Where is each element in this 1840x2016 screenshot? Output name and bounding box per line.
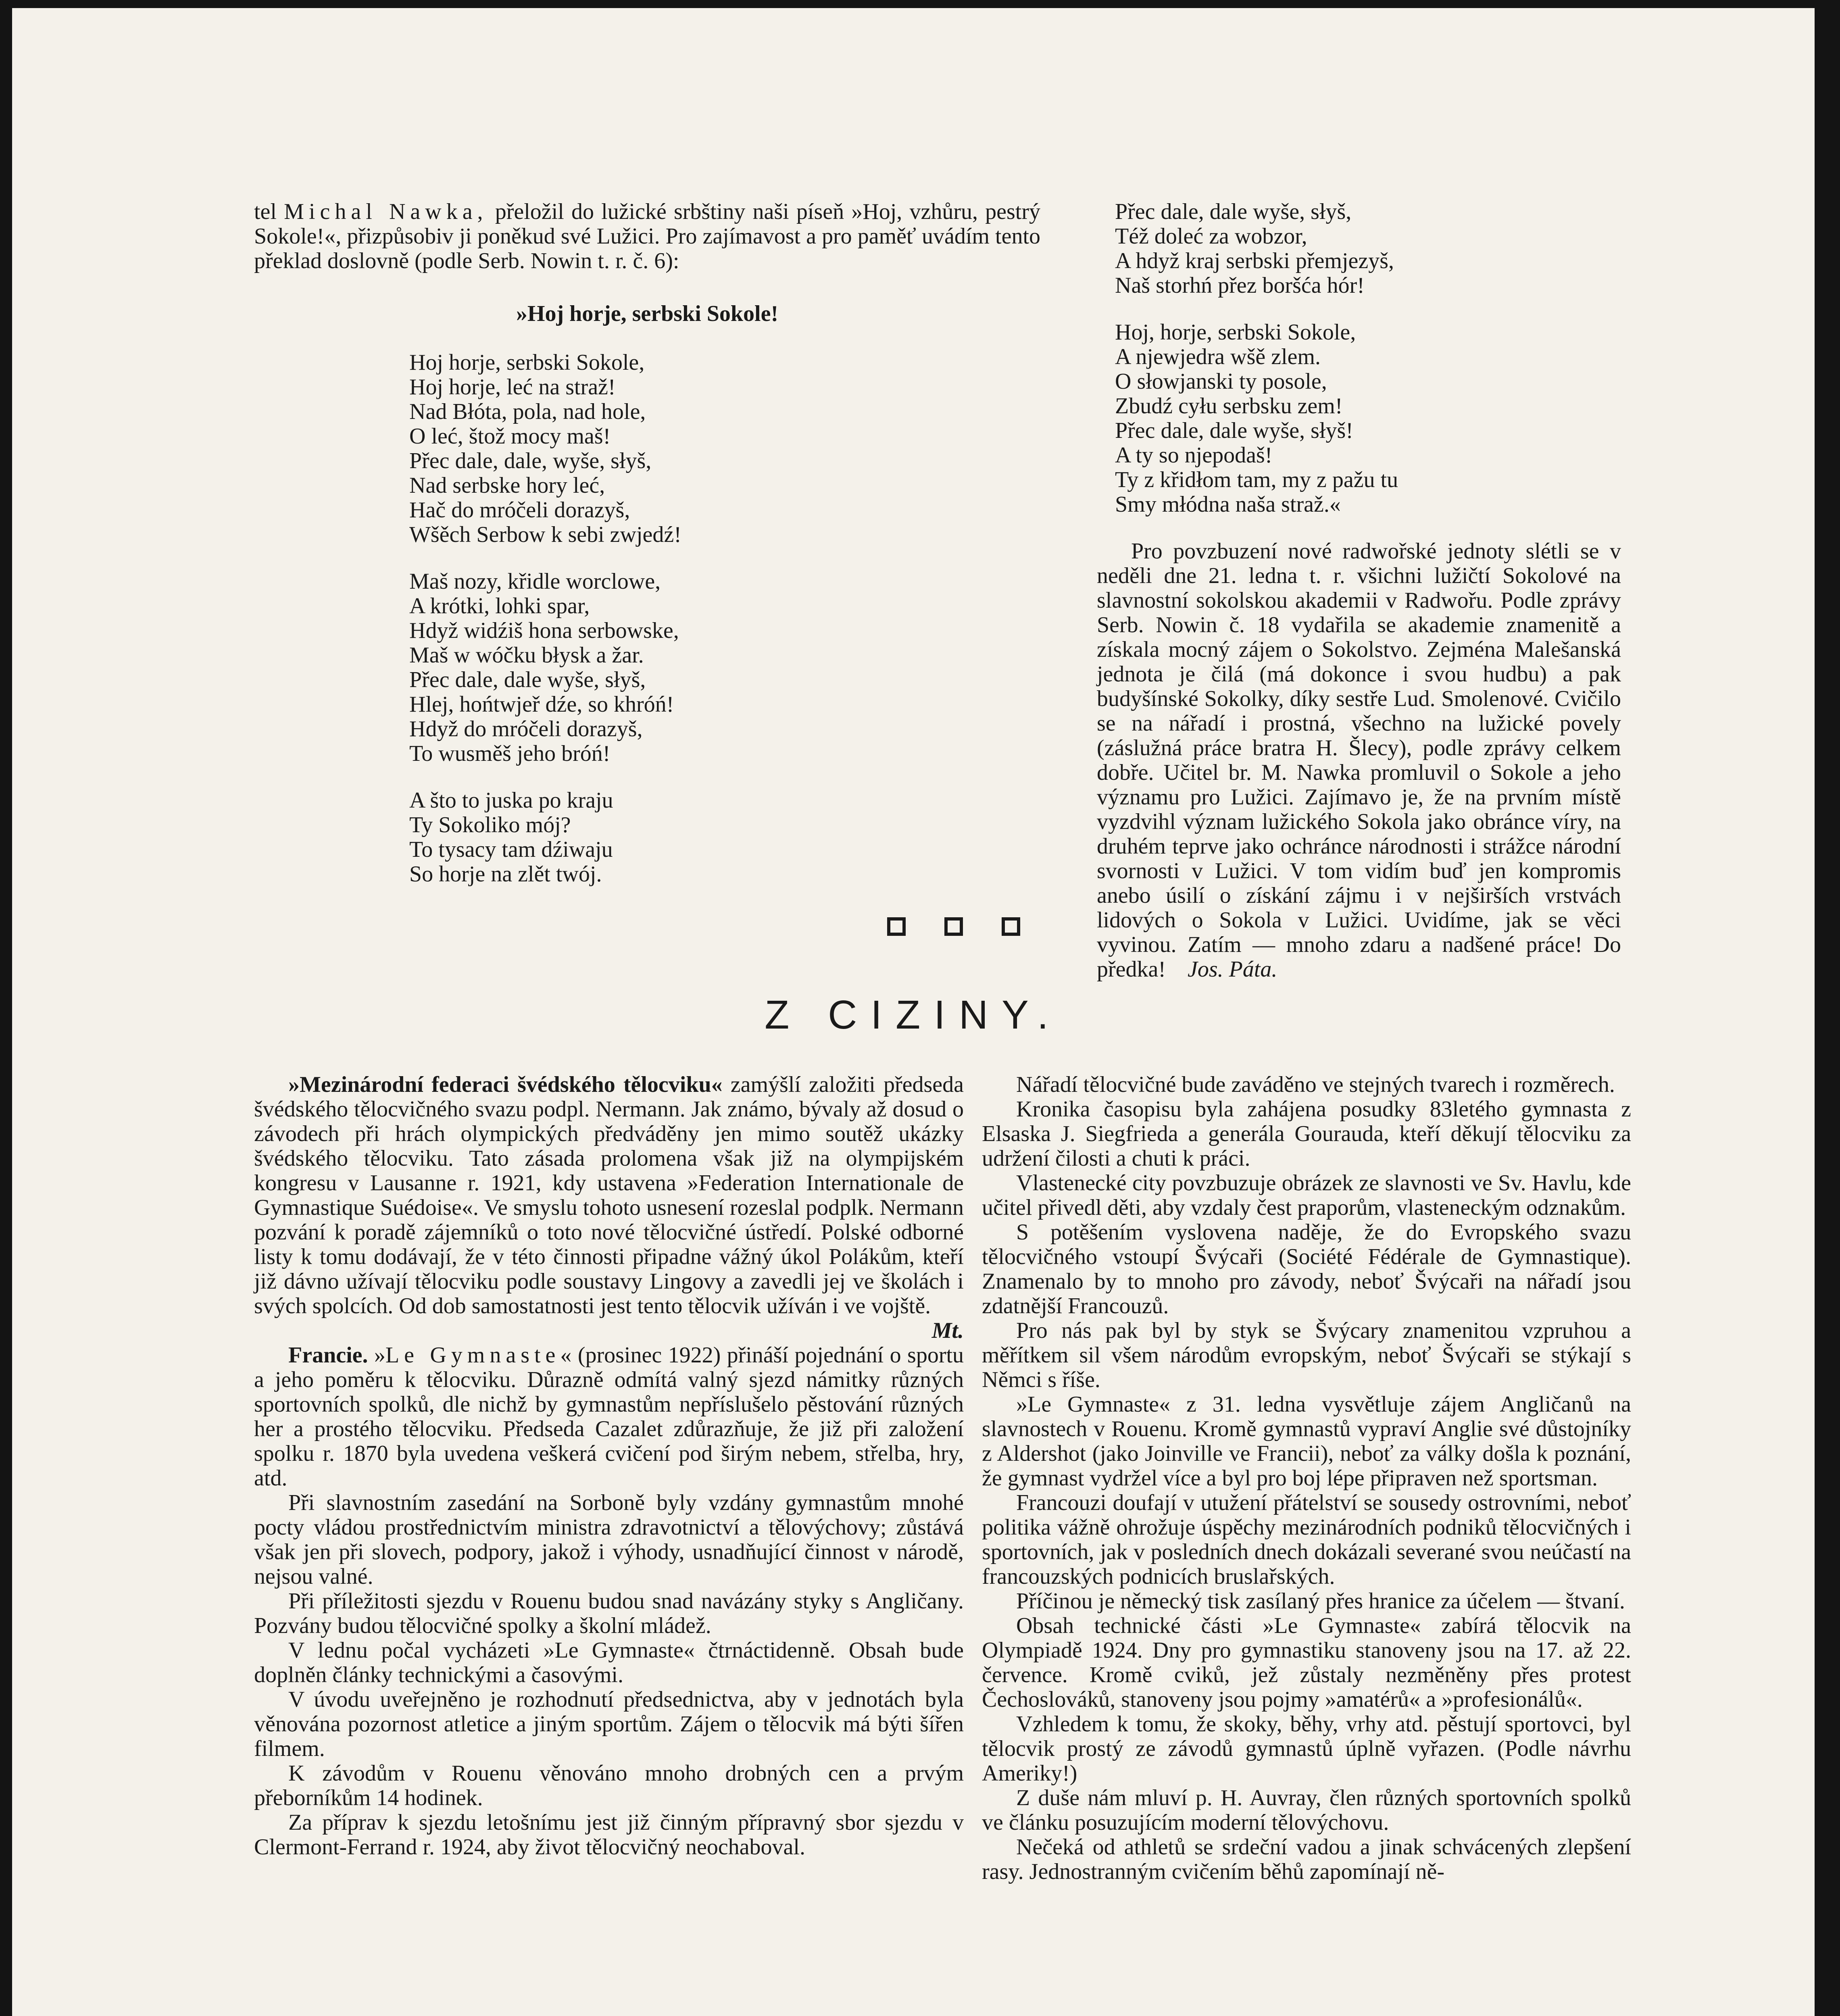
poem-line: Hlej, hońtwjeř dźe, so khróń! (409, 692, 674, 717)
poem-line: Nad serbske hory leć, (409, 473, 605, 498)
square-ornament-icon (1002, 917, 1020, 936)
poem-line: Ty z křidłom tam, my z pažu tu (1115, 467, 1398, 492)
article-paragraph: Z duše nám mluví p. H. Auvray, člen různých sportovních spolků ve článku posuzujícím moderní tělovýchovu. (982, 1785, 1631, 1835)
article-paragraph: Za příprav k sjezdu letošnímu jest již činným přípravný sbor sjezdu v Clermont-Ferrand r. 1924, aby život tělocvičný neochaboval. (254, 1810, 964, 1860)
poem-title: »Hoj horje, serbski Sokole! (516, 301, 779, 326)
poem-line: Naš storhń přez boršća hór! (1115, 273, 1365, 298)
poem-line: A ty so njepodaš! (1115, 443, 1273, 468)
article-paragraph (254, 1343, 964, 1491)
poem-line: Hač do mróčeli dorazyš, (409, 498, 630, 523)
poem-stanza-1 (409, 350, 1040, 547)
poem-stanza-2 (409, 569, 1040, 766)
article-paragraph: »Le Gymnaste« z 31. ledna vysvětluje zájem Angličanů na slavnostech v Rouenu. Kromě gymnastů vypraví Anglie své důstojníky z Aldershot (jako Joinville ve Francii), neboť za války došla k poznání, že gymnast vydržel více a byl pro boj lépe připraven než sportsman. (982, 1392, 1631, 1491)
poem-line: Přec dale, dale wyše, słyš, (409, 667, 646, 692)
poem-line: Maš w wóčku błysk a žar. (409, 643, 644, 668)
signature: Mt. (931, 1318, 964, 1343)
poem-line: Smy młódna naša straž.« (1115, 492, 1341, 517)
poem-line: Wšěch Serbow k sebi zwjedź! (409, 522, 681, 547)
poem-line: Ty Sokoliko mój? (409, 812, 571, 837)
poem-line: O leć, štož mocy maš! (409, 424, 611, 449)
poem-stanza-5 (1115, 320, 1621, 517)
poem-line: Přec dale, dale wyše, słyš, (1115, 199, 1352, 224)
poem-line: Přec dale, dale wyše, słyš! (1115, 418, 1353, 443)
article-heading: »Mezinárodní federaci švédského tělocviku« (288, 1072, 723, 1097)
article-paragraph: V lednu počal vycházeti »Le Gymnaste« čtrnáctidenně. Obsah bude doplněn články technickými a časovými. (254, 1638, 964, 1687)
report-paragraph (1097, 539, 1621, 982)
poem-line: Hoj, horje, serbski Sokole, (1115, 320, 1356, 345)
article-paragraph: Příčinou je německý tisk zasílaný přes hranice za účelem — štvaní. (1016, 1589, 1625, 1614)
square-ornament-icon (887, 917, 906, 936)
article-paragraph: Kronika časopisu byla zahájena posudky 83letého gymnasta z Elsaska J. Siegfrieda a generála Gourauda, kteří děkují tělocviku za udržení čilosti a chuti k práci. (982, 1097, 1631, 1171)
poem-line: Nad Błóta, pola, nad hole, (409, 399, 646, 424)
article-paragraph: K závodům v Rouenu věnováno mnoho drobných cen a prvým přeborníkům 14 hodinek. (254, 1761, 964, 1810)
bottom-left-column (254, 1073, 964, 1860)
article-paragraph: Při slavnostním zasedání na Sorboně byly vzdány gymnastům mnohé pocty vládou prostřednictvím ministra zdravotnictví a tělovýchovy; zůstává však jen při slovech, podpory, jakož i výhody, usnadňující činnost v národě, nejsou valné. (254, 1490, 964, 1589)
poem-line: Hoj horje, leć na straž! (409, 375, 616, 400)
poem-right (1115, 200, 1621, 517)
article-heading: Francie. (288, 1343, 368, 1368)
report-text: Pro povzbuzení nové radwořské jednoty slétli se v neděli dne 21. ledna t. r. všichni lužičtí Sokolové na slavnostní sokolskou akademii v Radwořu. Podle zprávy Serb. Nowin č. 18 vydařila se akademie znamenitě a získala mocný zájem o Sokolstvo. Zejména Malešanská jednota je čilá (má dokonce i svou hudbu) a pak budyšínské Sokolky, díky sestře Lud. Smolenové. Cvičilo se na nářadí i prostná, všechno na lužické povely (záslužná práce bratra H. Šlecy), podle zprávy celkem dobře. Učitel br. M. Nawka promluvil o Sokole a jeho významu pro Lužici. Zajímavo je, že na prvním místě vyzdvihl význam lužického Sokola jako obránce víry, na druhém teprve jako ochránce národnosti i strážce národní svornosti v Lužici. V tom vidím buď jen kompromis anebo úsilí o získání zájmu i v nejširších vrstvách lidových o Sokola v Lužici. Uvidíme, jak se věci vyvinou. Zatím — mnoho zdaru a nadšené práce! Do předka! (1097, 539, 1621, 982)
journal-name: Le Gymnaste (385, 1343, 561, 1368)
article-text: zamýšlí založiti předseda švédského tělocvičného svazu podpl. Nermann. Jak známo, bývaly až dosud o závodech při hrách olympických předváděny jen mimo soutěž ukázky švédského tělocviku. Tato zásada prolomena však již na olympijském kongresu v Lausanne r. 1921, kdy ustavena »Federation Internationale de Gymnastique Suédoise«. Ve smyslu tohoto usnesení rozeslal podplk. Nermann pozvání k poradě zájemníků o toto nové tělocvičné ústředí. Polské odborné listy k tomu dodávají, že v této činnosti připadne vážný úkol Polákům, kteří již dávno užívají tělocviku podle soustavy Lingovy a zavedli jej ve školách i svých spolcích. Od dob samostatnosti jest tento tělocvik užíván i ve vojště. (254, 1072, 964, 1318)
square-ornament-icon (944, 917, 963, 936)
scanned-page (12, 8, 1815, 2016)
article-text: « (prosinec 1922) přináší pojednání o sportu a jeho poměru k tělocviku. Důrazně odmítá valný sjezd námitky různých sportovních spolků, dle nichž by gymnastům nepříslušelo pěstování různých her a prostého tělocviku. Předseda Cazalet zdůrazňuje, že již při založení spolku r. 1870 byla uvedena veškerá cvičení pod širým nebem, střelba, hry, atd. (254, 1343, 964, 1491)
poem-line: Hoj horje, serbski Sokole, (409, 350, 645, 375)
poem-line: O słowjanski ty posole, (1115, 369, 1327, 394)
author-name: Michal Nawka, (284, 199, 488, 224)
poem-line: To wusměš jeho bróń! (409, 741, 611, 766)
article-text: » (368, 1343, 386, 1368)
poem-line: Hdyž do mróčeli dorazyš, (409, 716, 643, 741)
section-separator (887, 917, 1020, 941)
intro-text-a: tel (254, 199, 284, 224)
poem-line: A što to juska po kraju (409, 788, 613, 813)
top-left-column (254, 200, 1040, 909)
poem-left (409, 350, 1040, 887)
signature: Jos. Páta. (1188, 957, 1277, 982)
poem-line: A krótki, lohki spar, (409, 594, 590, 619)
bottom-right-column (982, 1073, 1631, 1884)
section-title: Z CIZINY. (765, 992, 1062, 1037)
article-paragraph: Při příležitosti sjezdu v Rouenu budou snad navázány styky s Angličany. Pozvány budou tělocvičné spolky a školní mládež. (254, 1589, 964, 1638)
article-paragraph: V úvodu uveřejněno je rozhodnutí předsednictva, aby v jednotách byla věnována pozornost atletice a jiným sportům. Zájem o tělocvik má býti šířen filmem. (254, 1687, 964, 1761)
article-paragraph: Vlastenecké city povzbuzuje obrázek ze slavnosti ve Sv. Havlu, kde učitel přivedl děti, aby vzdaly čest praporům, vlasteneckým odznakům. (982, 1170, 1631, 1220)
intro-paragraph (254, 200, 1040, 273)
poem-line: Hdyž widźiš hona serbowske, (409, 618, 679, 643)
poem-line: Přec dale, dale, wyše, słyš, (409, 448, 652, 473)
poem-stanza-3 (409, 788, 1040, 887)
article-paragraph: Nářadí tělocvičné bude zaváděno ve stejných tvarech i rozměrech. (1016, 1072, 1615, 1097)
poem-stanza-4 (1115, 200, 1621, 298)
poem-line: Též doleć za wobzor, (1115, 224, 1307, 249)
poem-line: Maš nozy, křidle worclowe, (409, 569, 661, 594)
poem-line: A hdyž kraj serbski přemjezyš, (1115, 248, 1394, 273)
top-right-column (1097, 200, 1621, 982)
article-paragraph (254, 1073, 964, 1318)
article-paragraph: S potěšením vyslovena naděje, že do Evropského svazu tělocvičného vstoupí Švýcaři (Société Fédérale de Gymnastique). Znamenalo by to mnoho pro závody, neboť Švýcaři na nářadí jsou zdatnější Francouzů. (982, 1220, 1631, 1318)
article-paragraph: Francouzi doufají v utužení přátelství se sousedy ostrovními, neboť politika vážně ohrožuje úspěchy mezinárodních podniků tělocvičných i sportovních, jak v posledních dnech dokázali severané svou neúčastí na francouzských podnicích bruslařských. (982, 1490, 1631, 1589)
poem-line: Zbudź cyłu serbsku zem! (1115, 394, 1343, 419)
poem-line: So horje na zlět twój. (409, 862, 602, 887)
article-paragraph: Obsah technické části »Le Gymnaste« zabírá tělocvik na Olympiadě 1924. Dny pro gymnastiku stanoveny jsou na 17. až 22. července. Kromě cviků, jež zůstaly nezměněny přes protest Čechoslováků, stanoveny jsou pojmy »amatérů« a »profesionálů«. (982, 1613, 1631, 1712)
article-paragraph: Nečeká od athletů se srdeční vadou a jinak schvácených zlepšení rasy. Jednostranným cvičením běhů zapomínají ně- (982, 1835, 1631, 1884)
poem-line: To tysacy tam dźiwaju (409, 837, 613, 862)
article-paragraph: Pro nás pak byl by styk se Švýcary znamenitou vzpruhou a měřítkem sil všem národům evropským, neboť Švýcaři se stýkají s Němci s říše. (982, 1318, 1631, 1392)
poem-line: A njewjedra wšě zlem. (1115, 344, 1321, 369)
intro-text-b: přeložil do lužické srbštiny naši píseň »Hoj, vzhůru, pestrý Sokole!«, přizpůsobiv ji poněkud své Lužici. Pro zajímavost a pro paměť uvádím tento překlad doslovně (podle Serb. Nowin t. r. č. 6): (254, 199, 1041, 273)
article-paragraph: Vzhledem k tomu, že skoky, běhy, vrhy atd. pěstují sportovci, byl tělocvik prostý ze závodů gymnastů úplně vyřazen. (Podle návrhu Ameriky!) (982, 1712, 1631, 1786)
